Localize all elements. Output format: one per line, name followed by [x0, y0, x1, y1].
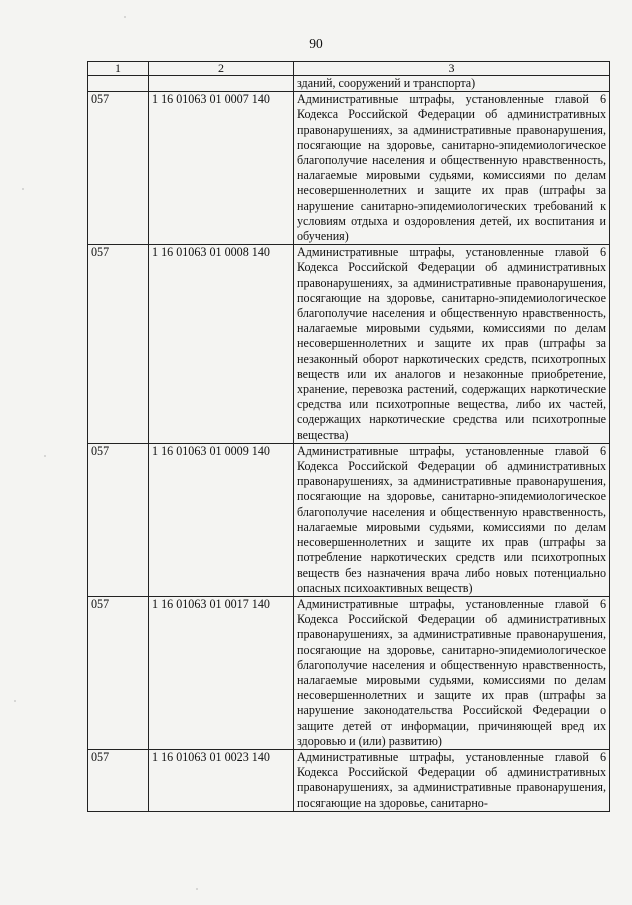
- scan-speck: [124, 16, 126, 18]
- scan-speck: [14, 700, 16, 702]
- header-row: [88, 62, 610, 76]
- table-row: [88, 596, 610, 749]
- description-cell: Административные штрафы, установленные главой 6 Кодекса Российской Федерации об административных правонарушениях, за административные правонарушения, посягающие на здоровье, санитарно-эпидемиологическое благополучие населения и общественную нравственность, налагаемые мировыми судьями, комиссиями по делам несовершеннолетних и защите их прав (штрафы за нарушение санитарно-эпидемиологических требований к условиям отдыха и оздоровления детей, их воспитания и обучения): [294, 92, 610, 245]
- admin-code-cell: 057: [88, 443, 149, 596]
- continuation-row: [88, 76, 610, 92]
- description-cell: Административные штрафы, установленные главой 6 Кодекса Российской Федерации об административных правонарушениях, за административные правонарушения, посягающие на здоровье, санитарно-: [294, 749, 610, 811]
- kbk-cell: 1 16 01063 01 0008 140: [149, 245, 294, 444]
- continuation-col-2: [149, 76, 294, 92]
- scan-speck: [22, 188, 24, 190]
- admin-code-cell: 057: [88, 245, 149, 444]
- header-col-3: 3: [294, 62, 610, 76]
- table-row: [88, 443, 610, 596]
- budget-codes-table: [87, 61, 610, 812]
- continuation-text: зданий, сооружений и транспорта): [294, 76, 610, 92]
- kbk-cell: 1 16 01063 01 0023 140: [149, 749, 294, 811]
- scan-speck: [196, 888, 198, 890]
- kbk-cell: 1 16 01063 01 0017 140: [149, 596, 294, 749]
- admin-code-cell: 057: [88, 92, 149, 245]
- description-cell: Административные штрафы, установленные главой 6 Кодекса Российской Федерации об административных правонарушениях, за административные правонарушения, посягающие на здоровье, санитарно-эпидемиологическое благополучие населения и общественную нравственность, налагаемые мировыми судьями, комиссиями по делам несовершеннолетних и защите их прав (штрафы за незаконный оборот наркотических средств, психотропных веществ или их аналогов и незаконные приобретение, хранение, перевозка растений, содержащих наркотические средства или психотропные вещества, либо их частей, содержащих наркотические средства или психотропные вещества): [294, 245, 610, 444]
- admin-code-cell: 057: [88, 749, 149, 811]
- description-cell: Административные штрафы, установленные главой 6 Кодекса Российской Федерации об административных правонарушениях, за административные правонарушения, посягающие на здоровье, санитарно-эпидемиологическое благополучие населения и общественную нравственность, налагаемые мировыми судьями, комиссиями по делам несовершеннолетних и защите их прав (штрафы за нарушение законодательства Российской Федерации о защите детей от информации, причиняющей вред их здоровью и (или) развитию): [294, 596, 610, 749]
- page-number: 90: [309, 36, 323, 51]
- table-row: [88, 245, 610, 444]
- kbk-cell: 1 16 01063 01 0009 140: [149, 443, 294, 596]
- description-cell: Административные штрафы, установленные главой 6 Кодекса Российской Федерации об административных правонарушениях, за административные правонарушения, посягающие на здоровье, санитарно-эпидемиологическое благополучие населения и общественную нравственность, налагаемые мировыми судьями, комиссиями по делам несовершеннолетних и защите их прав (штрафы за потребление наркотических средств или психотропных веществ без назначения врача либо новых потенциально опасных психоактивных веществ): [294, 443, 610, 596]
- table-row: [88, 749, 610, 811]
- scan-speck: [44, 455, 46, 457]
- kbk-cell: 1 16 01063 01 0007 140: [149, 92, 294, 245]
- continuation-col-1: [88, 76, 149, 92]
- header-col-1: 1: [88, 62, 149, 76]
- admin-code-cell: 057: [88, 596, 149, 749]
- table-row: [88, 92, 610, 245]
- header-col-2: 2: [149, 62, 294, 76]
